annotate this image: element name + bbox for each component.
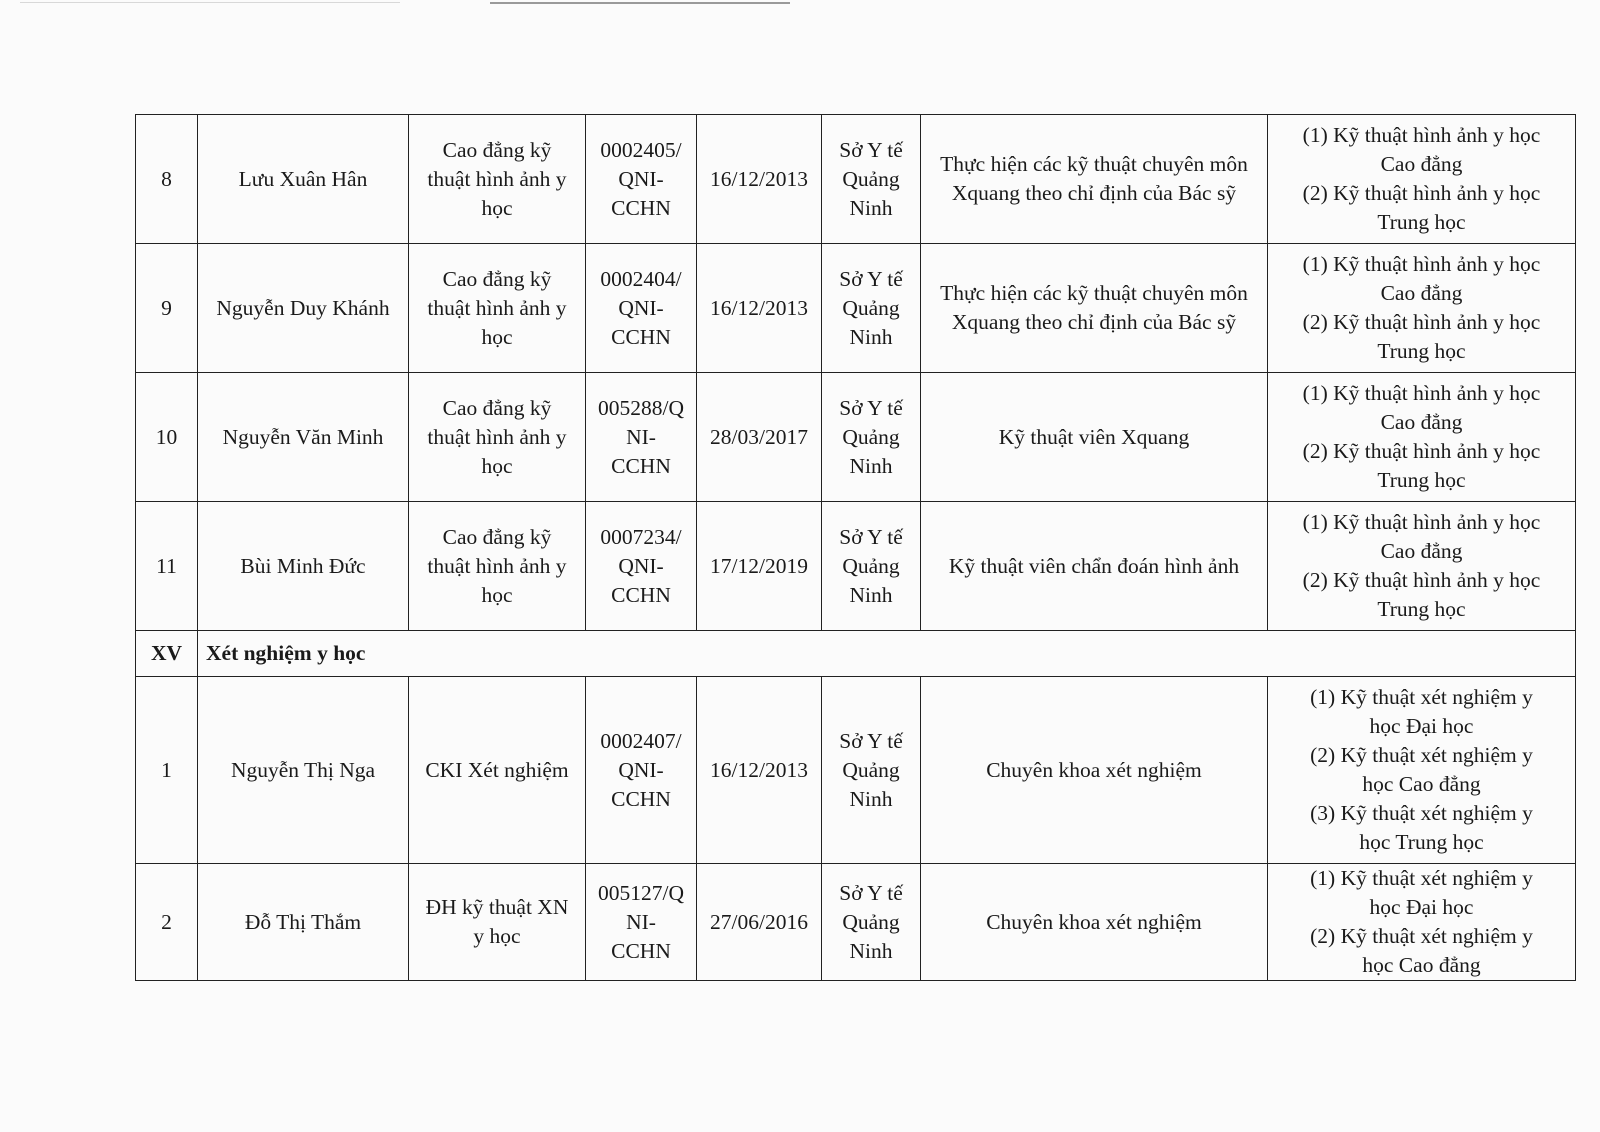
cell-certificate-number <box>586 244 697 373</box>
cell-line: (1) Kỹ thuật hình ảnh y học <box>1302 252 1541 276</box>
cell-line: CKI Xét nghiệm <box>425 757 569 782</box>
cell-issue-date: 27/06/2016 <box>697 864 822 981</box>
cell-line: 005127/Q <box>598 880 684 905</box>
cell-professional-activity <box>921 115 1268 244</box>
cell-issuer <box>822 677 921 864</box>
cell-line: Cao đẳng <box>1380 281 1463 305</box>
cell-line: CCHN <box>611 582 671 607</box>
cell-line: Xquang theo chỉ định của Bác sỹ <box>951 310 1237 334</box>
cell-line: QNI- <box>618 553 664 578</box>
cell-professional-activity <box>921 677 1268 864</box>
cell-practice-scope <box>1268 502 1576 631</box>
section-title: Xét nghiệm y học <box>198 631 1576 677</box>
cell-line: học <box>481 453 513 478</box>
cell-line: Cao đẳng <box>1380 410 1463 434</box>
cell-line: Thực hiện các kỹ thuật chuyên môn <box>940 281 1248 305</box>
cell-certificate-number <box>586 677 697 864</box>
cell-issue-date: 16/12/2013 <box>697 677 822 864</box>
section-header-row <box>136 631 1576 677</box>
cell-line: Trung học <box>1377 339 1466 363</box>
cell-issuer <box>822 244 921 373</box>
cell-practice-scope <box>1268 373 1576 502</box>
cell-line: NI- <box>626 909 656 934</box>
cell-certificate-number <box>586 373 697 502</box>
cell-name: Lưu Xuân Hân <box>198 115 409 244</box>
cell-line: Ninh <box>849 324 893 349</box>
cell-line: (1) Kỹ thuật xét nghiệm y <box>1310 685 1533 709</box>
cell-line: Cao đẳng <box>1380 539 1463 563</box>
cell-line: 0002405/ <box>600 137 682 162</box>
cell-issue-date: 17/12/2019 <box>697 502 822 631</box>
cell-line: CCHN <box>611 453 671 478</box>
cell-certificate-number <box>586 864 697 981</box>
cell-line: Ninh <box>849 582 893 607</box>
cell-line: QNI- <box>618 166 664 191</box>
cell-line: học Đại học <box>1369 714 1474 738</box>
cell-line: QNI- <box>618 295 664 320</box>
cell-line: Sở Y tế <box>839 266 903 291</box>
cell-line: Cao đẳng kỹ <box>442 266 552 291</box>
cell-line: Trung học <box>1377 597 1466 621</box>
scan-artifact-line <box>20 2 400 3</box>
cell-practice-scope <box>1268 115 1576 244</box>
cell-issue-date: 16/12/2013 <box>697 115 822 244</box>
cell-line: Cao đẳng <box>1380 152 1463 176</box>
table-row <box>136 864 1576 981</box>
cell-degree <box>409 115 586 244</box>
cell-issuer <box>822 864 921 981</box>
cell-degree <box>409 677 586 864</box>
cell-line: học Trung học <box>1359 830 1484 854</box>
cell-line: QNI- <box>618 757 664 782</box>
cell-line: thuật hình ảnh y <box>427 424 567 449</box>
cell-issuer <box>822 115 921 244</box>
cell-line: 0007234/ <box>600 524 682 549</box>
cell-issuer <box>822 502 921 631</box>
cell-line: (2) Kỹ thuật hình ảnh y học <box>1302 181 1541 205</box>
cell-practice-scope <box>1268 864 1576 981</box>
cell-degree <box>409 373 586 502</box>
cell-line: NI- <box>626 424 656 449</box>
cell-line: (2) Kỹ thuật hình ảnh y học <box>1302 310 1541 334</box>
cell-stt: 2 <box>136 864 198 981</box>
cell-line: CCHN <box>611 786 671 811</box>
cell-stt: 11 <box>136 502 198 631</box>
cell-issuer <box>822 373 921 502</box>
cell-line: Quảng <box>842 553 900 578</box>
cell-line: Sở Y tế <box>839 137 903 162</box>
cell-line: (1) Kỹ thuật hình ảnh y học <box>1302 510 1541 534</box>
cell-line: Sở Y tế <box>839 728 903 753</box>
cell-line: Cao đẳng kỹ <box>442 137 552 162</box>
cell-line: Sở Y tế <box>839 524 903 549</box>
section-number: XV <box>136 631 198 677</box>
cell-line: thuật hình ảnh y <box>427 553 567 578</box>
cell-line: CCHN <box>611 324 671 349</box>
cell-professional-activity <box>921 244 1268 373</box>
cell-line: 0002407/ <box>600 728 682 753</box>
cell-line: CCHN <box>611 195 671 220</box>
cell-line: Trung học <box>1377 210 1466 234</box>
cell-line: Chuyên khoa xét nghiệm <box>986 909 1202 934</box>
cell-stt: 8 <box>136 115 198 244</box>
table-row <box>136 373 1576 502</box>
cell-line: 005288/Q <box>598 395 684 420</box>
cell-certificate-number <box>586 115 697 244</box>
cell-line: Trung học <box>1377 468 1466 492</box>
cell-line: Cao đẳng kỹ <box>442 524 552 549</box>
table-row <box>136 244 1576 373</box>
cell-stt: 10 <box>136 373 198 502</box>
cell-degree <box>409 244 586 373</box>
cell-line: thuật hình ảnh y <box>427 166 567 191</box>
cell-line: học Cao đẳng <box>1362 953 1481 977</box>
scan-artifact-line <box>490 2 790 4</box>
cell-stt: 9 <box>136 244 198 373</box>
cell-line: học <box>481 195 513 220</box>
table-row <box>136 115 1576 244</box>
cell-degree <box>409 502 586 631</box>
cell-line: ĐH kỹ thuật XN <box>425 895 569 919</box>
cell-professional-activity <box>921 502 1268 631</box>
cell-line: Thực hiện các kỹ thuật chuyên môn <box>940 152 1248 176</box>
cell-line: học Đại học <box>1369 895 1474 919</box>
cell-line: Ninh <box>849 786 893 811</box>
cell-line: Sở Y tế <box>839 395 903 420</box>
cell-name: Nguyễn Duy Khánh <box>198 244 409 373</box>
cell-stt: 1 <box>136 677 198 864</box>
cell-line: học Cao đẳng <box>1362 772 1481 796</box>
cell-line: Sở Y tế <box>839 880 903 905</box>
cell-line: học <box>481 324 513 349</box>
cell-practice-scope <box>1268 244 1576 373</box>
cell-line: Quảng <box>842 909 900 934</box>
cell-line: (2) Kỹ thuật xét nghiệm y <box>1310 924 1533 948</box>
cell-line: Xquang theo chỉ định của Bác sỹ <box>951 181 1237 205</box>
cell-issue-date: 28/03/2017 <box>697 373 822 502</box>
cell-line: học <box>481 582 513 607</box>
cell-line: (3) Kỹ thuật xét nghiệm y <box>1310 801 1533 825</box>
cell-line: Kỹ thuật viên Xquang <box>998 424 1190 449</box>
table-body <box>136 115 1576 981</box>
cell-line: Quảng <box>842 295 900 320</box>
cell-line: (1) Kỹ thuật xét nghiệm y <box>1310 866 1533 890</box>
cell-line: Quảng <box>842 166 900 191</box>
staff-table <box>135 114 1576 981</box>
cell-line: Ninh <box>849 453 893 478</box>
cell-line: (2) Kỹ thuật hình ảnh y học <box>1302 439 1541 463</box>
cell-line: Quảng <box>842 424 900 449</box>
cell-issue-date: 16/12/2013 <box>697 244 822 373</box>
cell-name: Nguyễn Văn Minh <box>198 373 409 502</box>
cell-practice-scope <box>1268 677 1576 864</box>
cell-name: Nguyễn Thị Nga <box>198 677 409 864</box>
cell-line: thuật hình ảnh y <box>427 295 567 320</box>
cell-line: y học <box>473 924 521 948</box>
cell-line: (1) Kỹ thuật hình ảnh y học <box>1302 123 1541 147</box>
cell-line: Chuyên khoa xét nghiệm <box>986 757 1202 782</box>
table-row <box>136 677 1576 864</box>
cell-line: Ninh <box>849 195 893 220</box>
cell-degree <box>409 864 586 981</box>
cell-line: CCHN <box>611 938 671 963</box>
cell-line: (1) Kỹ thuật hình ảnh y học <box>1302 381 1541 405</box>
cell-line: Kỹ thuật viên chẩn đoán hình ảnh <box>948 553 1240 578</box>
cell-line: (2) Kỹ thuật xét nghiệm y <box>1310 743 1533 767</box>
cell-professional-activity <box>921 864 1268 981</box>
cell-line: 0002404/ <box>600 266 682 291</box>
cell-professional-activity <box>921 373 1268 502</box>
cell-line: Ninh <box>849 938 893 963</box>
cell-name: Đỗ Thị Thắm <box>198 864 409 981</box>
cell-name: Bùi Minh Đức <box>198 502 409 631</box>
cell-certificate-number <box>586 502 697 631</box>
cell-line: Quảng <box>842 757 900 782</box>
cell-line: (2) Kỹ thuật hình ảnh y học <box>1302 568 1541 592</box>
cell-line: Cao đẳng kỹ <box>442 395 552 420</box>
table-row <box>136 502 1576 631</box>
